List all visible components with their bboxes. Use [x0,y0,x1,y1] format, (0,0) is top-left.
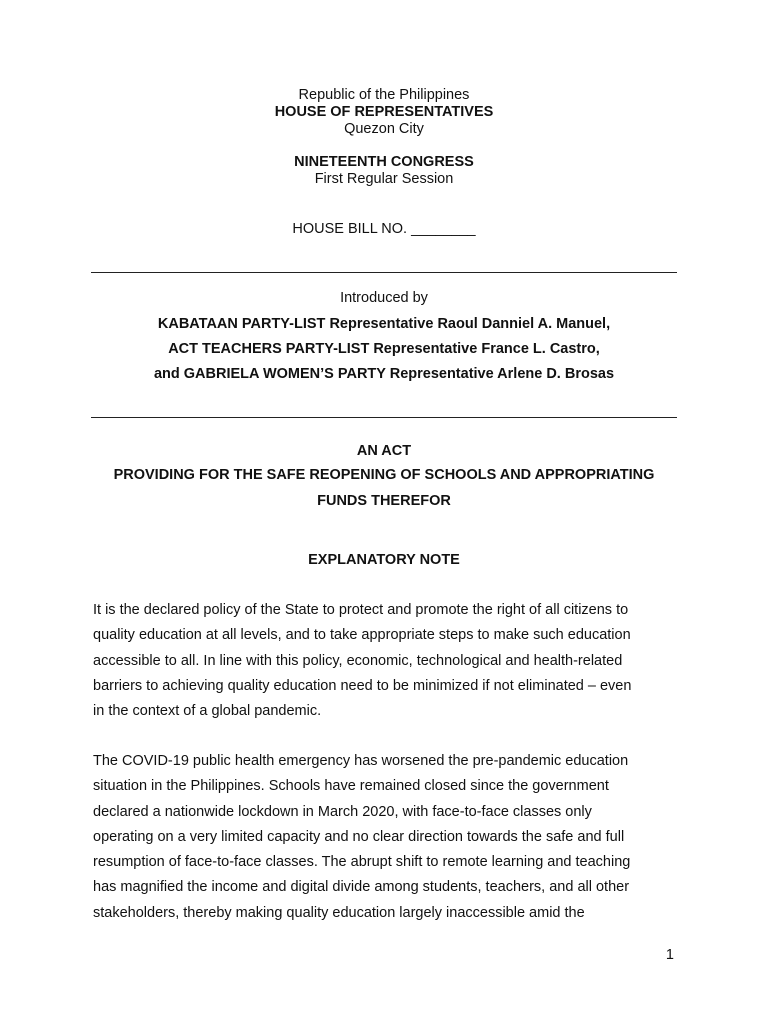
republic-line: Republic of the Philippines [298,87,470,103]
paragraph-line: operating on a very limited capacity and no clear direction towards the safe and full [93,828,625,845]
page-number: 1 [665,947,674,963]
city-line: Quezon City [344,121,424,137]
act-title-line: FUNDS THEREFOR [317,493,451,509]
paragraph-line: quality education at all levels, and to take appropriate steps to make such education [93,627,631,644]
paragraph-line: accessible to all. In line with this policy, economic, technological and health-related [93,652,623,669]
paragraph [93,598,683,724]
paragraph-line: declared a nationwide lockdown in March 2020, with face-to-face classes only [93,803,592,820]
bottom-divider [91,417,677,418]
house-line: HOUSE OF REPRESENTATIVES [274,104,494,120]
top-divider [91,272,677,273]
paragraph-line: in the context of a global pandemic. [93,703,322,720]
paragraph-line: It is the declared policy of the State to protect and promote the right of all citizens to [93,602,629,618]
paragraph [93,749,683,926]
paragraph-line: stakeholders, thereby making quality education largely inaccessible amid the [93,904,585,921]
bill-number: HOUSE BILL NO. ________ [292,221,476,237]
congress-line: NINETEENTH CONGRESS [294,154,474,170]
act-title-line: PROVIDING FOR THE SAFE REOPENING OF SCHOOLS AND APPROPRIATING [113,467,655,483]
paragraph-line: has magnified the income and digital divide among students, teachers, and all other [93,879,630,896]
author-line: KABATAAN PARTY-LIST Representative Raoul Danniel A. Manuel, [157,316,611,332]
act-label: AN ACT [356,443,412,459]
author-line: ACT TEACHERS PARTY-LIST Representative France L. Castro, [168,341,600,357]
paragraph-line: The COVID-19 public health emergency has worsened the pre-pandemic education [93,753,629,769]
paragraph-line: barriers to achieving quality education need to be minimized if not eliminated – even [93,677,632,694]
introduced-by: Introduced by [340,290,428,306]
paragraph-line: resumption of face-to-face classes. The abrupt shift to remote learning and teaching [93,854,631,871]
explanatory-note-heading: EXPLANATORY NOTE [308,552,460,568]
author-line: and GABRIELA WOMEN’S PARTY Representative Arlene D. Brosas [153,366,615,382]
paragraph-line: situation in the Philippines. Schools have remained closed since the government [93,778,609,795]
session-line: First Regular Session [314,171,454,187]
